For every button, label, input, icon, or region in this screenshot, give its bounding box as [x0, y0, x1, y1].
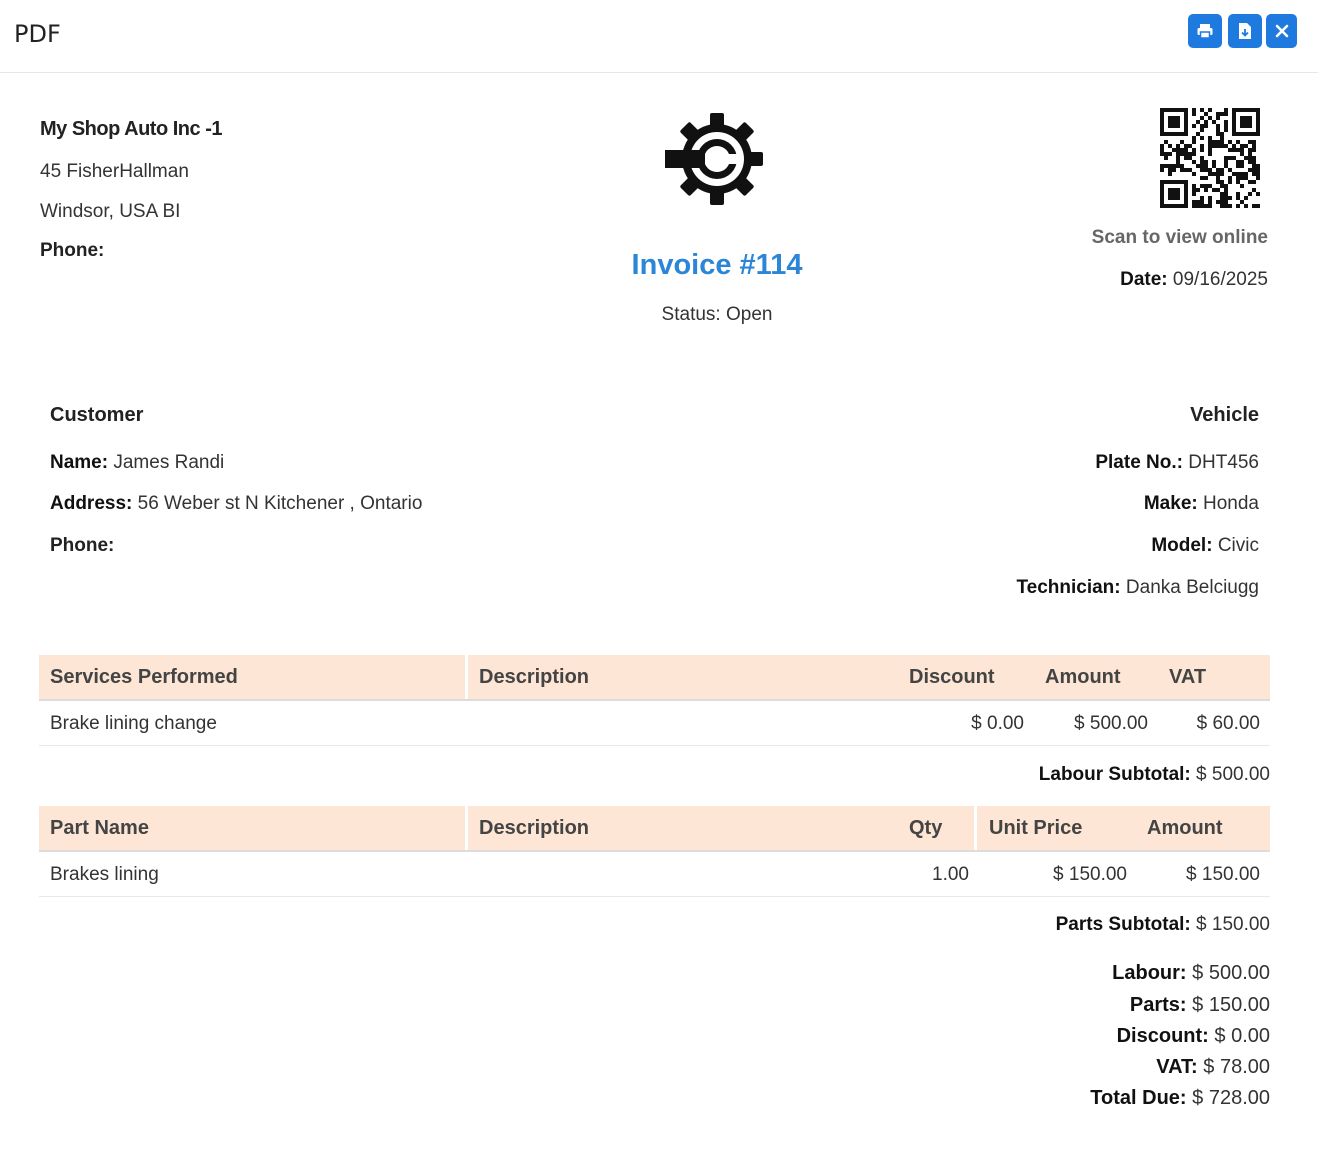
total-labour-value: $ 500.00	[1192, 962, 1270, 984]
qr-code-icon	[1160, 108, 1260, 208]
service-amount: $ 500.00	[1074, 713, 1148, 734]
date-label: Date:	[1120, 269, 1168, 290]
total-labour-label: Labour:	[1112, 962, 1187, 984]
customer-name	[50, 452, 224, 474]
technician-value: Danka Belciugg	[1125, 577, 1259, 598]
service-vat: $ 60.00	[1196, 713, 1260, 734]
part-qty: 1.00	[932, 864, 969, 885]
invoice-status: Status: Open	[661, 304, 773, 325]
services-col-name: Services Performed	[50, 666, 238, 688]
total-parts-label: Parts:	[1129, 994, 1187, 1016]
parts-col-amount: Amount	[1147, 817, 1223, 839]
services-col-vat: VAT	[1169, 666, 1207, 688]
total-labour	[1112, 962, 1270, 985]
vehicle-make	[1144, 493, 1259, 515]
customer-address	[50, 493, 422, 515]
scan-to-view-text: Scan to view online	[1091, 227, 1268, 248]
total-parts	[1130, 994, 1270, 1017]
parts-col-name: Part Name	[50, 817, 149, 839]
plate-label: Plate No.:	[1095, 452, 1183, 473]
vehicle-technician	[1016, 577, 1259, 599]
customer-phone-label: Phone:	[50, 535, 115, 556]
labour-subtotal	[1039, 764, 1270, 786]
modal-header	[0, 0, 1318, 73]
labour-subtotal-label: Labour Subtotal:	[1038, 764, 1191, 785]
table-row	[39, 701, 1270, 746]
total-due-value: $ 728.00	[1192, 1087, 1270, 1109]
print-button[interactable]	[1188, 14, 1222, 48]
customer-name-label: Name:	[50, 452, 109, 473]
customer-address-value: 56 Weber st N Kitchener , Ontario	[137, 493, 423, 514]
shop-name: My Shop Auto Inc -1	[40, 118, 222, 140]
total-discount-value: $ 0.00	[1214, 1025, 1270, 1047]
invoice-title: Invoice #114	[631, 249, 803, 281]
customer-address-label: Address:	[50, 493, 133, 514]
parts-table-header	[39, 806, 1270, 852]
download-icon	[1237, 22, 1253, 40]
table-row	[39, 852, 1270, 897]
services-table-header	[39, 655, 1270, 701]
services-col-description: Description	[479, 666, 590, 688]
services-col-amount: Amount	[1045, 666, 1121, 688]
total-vat-value: $ 78.00	[1203, 1056, 1270, 1078]
plate-value: DHT456	[1188, 452, 1259, 473]
vehicle-heading: Vehicle	[1190, 404, 1259, 426]
close-button[interactable]	[1266, 14, 1297, 48]
total-vat-label: VAT:	[1156, 1056, 1198, 1078]
shop-address-line2: Windsor, USA BI	[40, 201, 181, 222]
parts-subtotal-label: Parts Subtotal:	[1055, 914, 1191, 935]
vehicle-plate	[1095, 452, 1259, 474]
total-due-label: Total Due:	[1090, 1087, 1187, 1109]
service-name: Brake lining change	[50, 713, 217, 734]
total-due	[1090, 1087, 1270, 1110]
part-unit-price: $ 150.00	[1053, 864, 1127, 885]
parts-subtotal	[1056, 914, 1270, 936]
shop-phone-label: Phone:	[40, 240, 105, 261]
total-discount	[1117, 1025, 1270, 1048]
make-value: Honda	[1203, 493, 1259, 514]
service-discount: $ 0.00	[971, 713, 1024, 734]
download-button[interactable]	[1228, 14, 1262, 48]
parts-col-unit-price: Unit Price	[989, 817, 1083, 839]
make-label: Make:	[1143, 493, 1198, 514]
invoice-document	[0, 73, 1318, 1157]
parts-subtotal-value: $ 150.00	[1196, 914, 1270, 935]
vehicle-model	[1151, 535, 1259, 557]
parts-col-qty: Qty	[909, 817, 943, 839]
customer-heading: Customer	[50, 404, 144, 426]
model-value: Civic	[1217, 535, 1259, 556]
labour-subtotal-value: $ 500.00	[1196, 764, 1270, 785]
qr-code	[1160, 108, 1260, 208]
total-vat	[1156, 1056, 1270, 1079]
date-value: 09/16/2025	[1172, 269, 1268, 290]
close-icon	[1275, 24, 1289, 38]
services-col-discount: Discount	[909, 666, 995, 688]
part-name: Brakes lining	[50, 864, 159, 885]
shop-address-line1: 45 FisherHallman	[40, 161, 189, 182]
technician-label: Technician:	[1016, 577, 1121, 598]
modal-title: PDF	[14, 20, 61, 48]
customer-name-value: James Randi	[113, 452, 225, 473]
print-icon	[1196, 22, 1214, 40]
shop-logo	[665, 109, 769, 209]
gear-wrench-icon	[665, 109, 769, 209]
model-label: Model:	[1151, 535, 1213, 556]
total-discount-label: Discount:	[1116, 1025, 1209, 1047]
part-amount: $ 150.00	[1186, 864, 1260, 885]
total-parts-value: $ 150.00	[1192, 994, 1270, 1016]
parts-col-description: Description	[479, 817, 590, 839]
